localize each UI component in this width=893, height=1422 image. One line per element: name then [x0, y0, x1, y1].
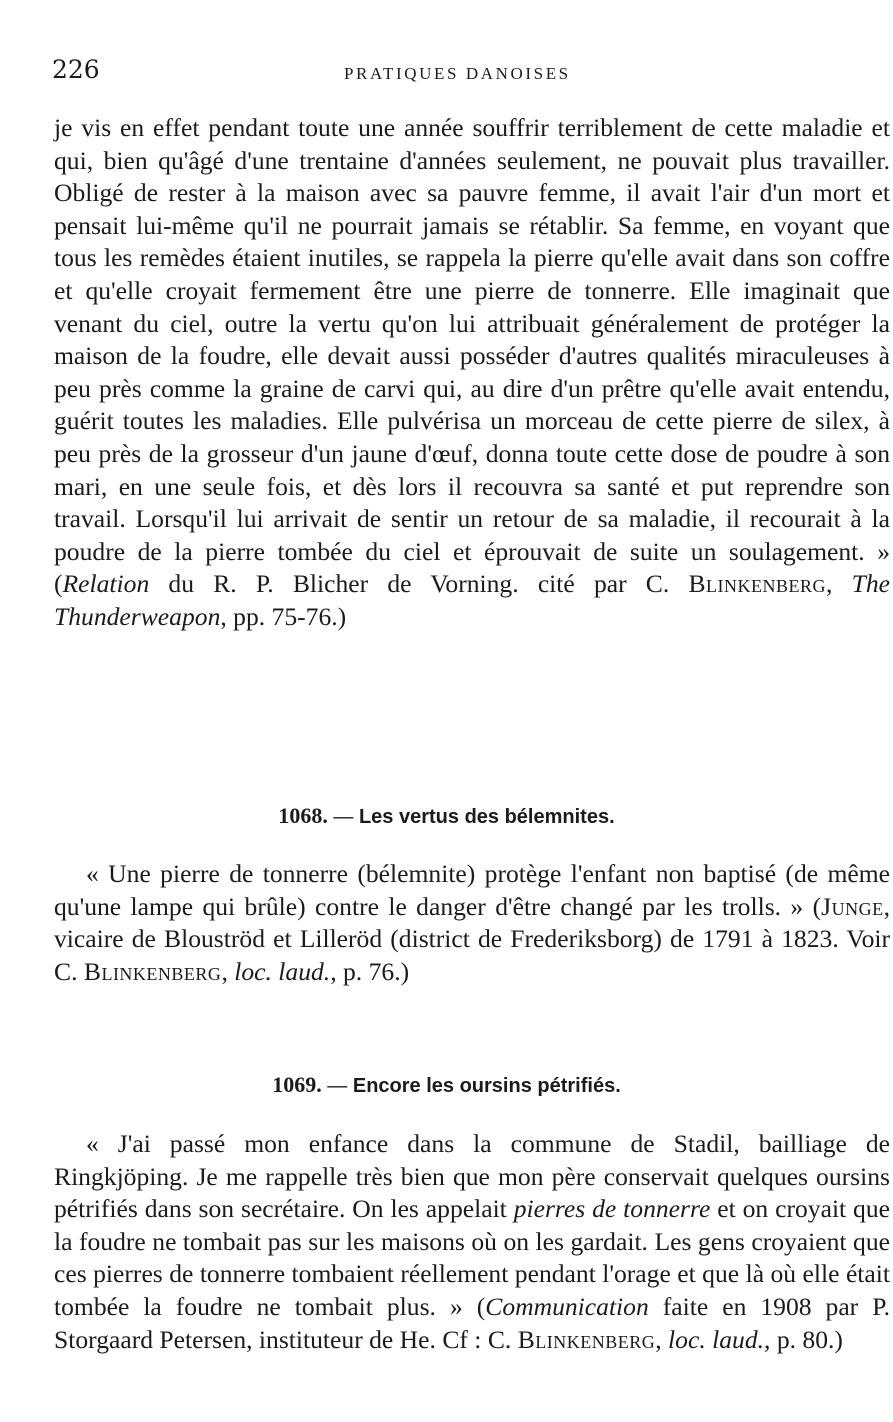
paragraph-text: , [826, 569, 852, 599]
section-heading-1068 [0, 803, 893, 829]
italic-citation: loc. laud. [668, 1324, 765, 1354]
section-dash: — [327, 806, 359, 828]
paragraph-text: , p. 76.) [330, 956, 410, 986]
paragraph-text: faite en 1908 par P. Storgaard Petersen, instituteur de He. Cf : C. [54, 1291, 890, 1354]
author-name: Junge [821, 891, 884, 921]
italic-term: Communication [485, 1291, 649, 1321]
italic-citation: loc. laud. [234, 956, 331, 986]
section-title: Les vertus des bélemnites. [358, 806, 615, 828]
paragraph-continuation [54, 112, 890, 634]
paragraph-text: « Une pierre de tonnerre (bélemnite) protège l'enfant non baptisé (de même qu'une lampe qui brûle) contre le danger d'être changé par les trolls. » ( [54, 859, 890, 921]
italic-term: Relation [62, 569, 150, 599]
paragraph-text: et on croyait que la foudre ne tombait pas sur les maisons où on les gardait. Les gens croyaient que ces pierres de tonnerre tombaient réellement pendant l'orage et que là où elle était tombée la foudre ne tombait plus. » ( [54, 1194, 891, 1321]
author-name: Blinkenberg [83, 956, 222, 986]
page-number: 226 [52, 55, 100, 84]
paragraph-text: du R. P. Blicher de Vorning. cité par C. [149, 569, 689, 599]
italic-term: pierres de tonnerre [513, 1194, 711, 1224]
paragraph-text: , vicaire de Blouströd et Lilleröd (district de Frederiksborg) de 1791 à 1823. Voir C. [54, 891, 890, 986]
section-1069-paragraph [54, 1128, 890, 1356]
section-number: 1068. [278, 803, 328, 828]
section-number: 1069. [272, 1072, 322, 1097]
section-heading-1069 [0, 1072, 893, 1098]
book-title: The Thunderweapon [54, 569, 890, 631]
author-name: Blinkenberg [517, 1324, 656, 1354]
paragraph-text: je vis en effet pendant toute une année souffrir terriblement de cette maladie et qui, bien qu'âgé d'une trentaine d'années seulement, ne pouvait plus travailler. Obligé de rester à la maison avec sa pauvre femme, il avait l'air d'un mort et pensait lui-même qu'il ne pourrait jamais se rétablir. Sa femme, en voyant que tous les remèdes étaient inutiles, se rappela la pierre qu'elle avait dans son coffre et qu'elle croyait fermement être une pierre de tonnerre. Elle imaginait que venant du ciel, outre la vertu qu'on lui attribuait généralement de protéger la maison de la foudre, elle devait aussi posséder d'autres qualités miraculeuses à peu près comme la graine de carvi qui, au dire d'un prêtre qu'elle avait entendu, guérit toutes les maladies. Elle pulvérisa un morceau de cette pierre de silex, à peu près de la grosseur d'un jaune d'œuf, donna toute cette dose de poudre à son mari, en une seule fois, et dès lors il recouvra sa santé et put reprendre son travail. Lorsqu'il lui arrivait de sentir un retour de sa maladie, il recourait à la poudre de la pierre tombée du ciel et éprouvait de suite un soulagement. » ( [54, 113, 890, 599]
paragraph-text: « J'ai passé mon enfance dans la commune de Stadil, bailliage de Ringkjöping. Je me rappelle très bien que mon père conservait quelques oursins pétrifiés dans son secrétaire. On les appelait [54, 1129, 890, 1224]
paragraph-text: , p. 80.) [764, 1324, 843, 1354]
author-name: Blinkenberg [688, 569, 827, 599]
section-1068-paragraph [54, 858, 890, 988]
page-header [52, 52, 890, 92]
section-dash: — [321, 1075, 353, 1097]
paragraph-text: , [655, 1324, 669, 1354]
paragraph-text: , [221, 956, 235, 986]
paragraph-text: , pp. 75-76.) [220, 601, 347, 631]
running-title: PRATIQUES DANOISES [344, 64, 571, 83]
section-title: Encore les oursins pétrifiés. [352, 1075, 621, 1097]
